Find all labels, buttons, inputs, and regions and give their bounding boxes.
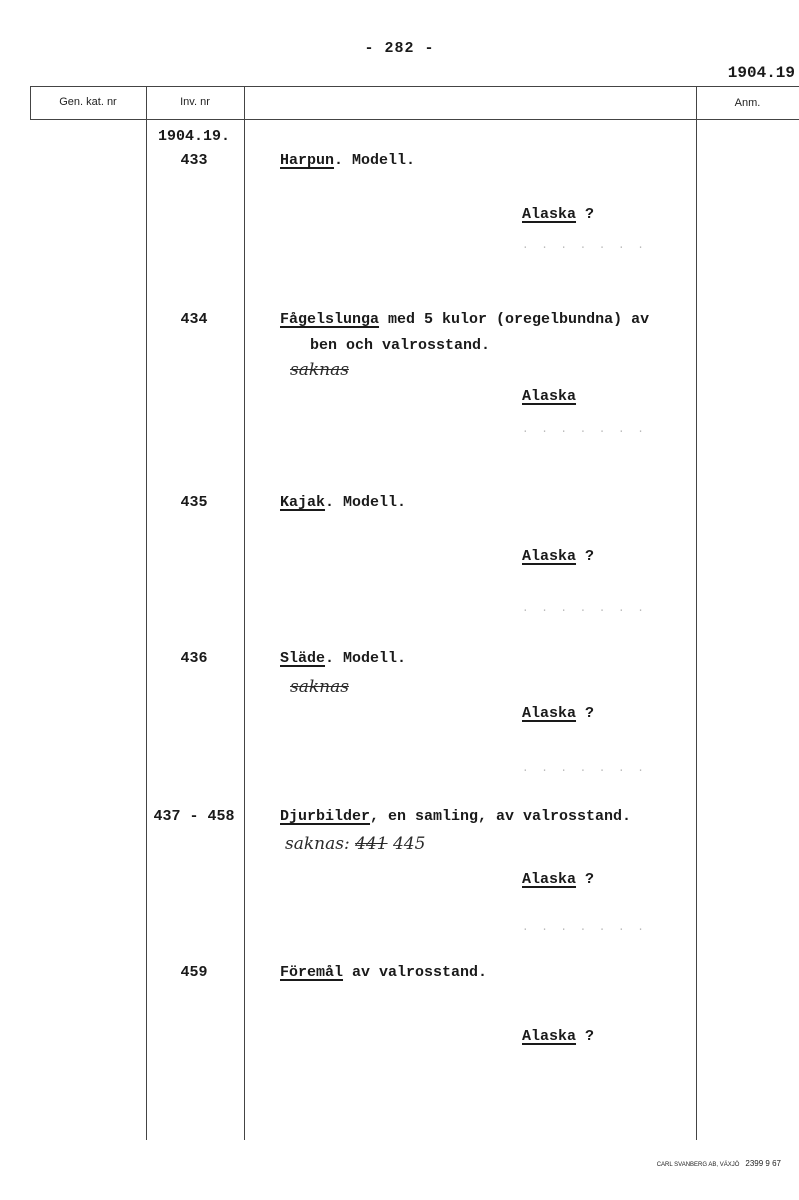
inv-number: 459 <box>180 964 208 981</box>
object-term: Föremål <box>280 964 344 981</box>
struck-note-text: saknas <box>290 360 349 380</box>
series-label: 1904.19. <box>158 128 231 145</box>
scan-speckle: . . . . . . . <box>522 603 647 615</box>
struck-note-text: saknas <box>290 677 349 697</box>
query-mark: ? <box>585 548 595 565</box>
column-divider-inv <box>244 86 245 1140</box>
object-term: Släde <box>280 650 326 667</box>
region-label: Alaska <box>522 1028 577 1045</box>
entry-description <box>280 808 631 825</box>
inv-number: 436 <box>180 650 208 667</box>
scan-speckle: . . . . . . . <box>522 424 647 436</box>
description-text: av valrosstand. <box>343 964 488 981</box>
handwritten-note <box>290 360 349 380</box>
page-number: - 282 - <box>364 40 435 57</box>
provenance <box>522 388 576 405</box>
object-term: Kajak <box>280 494 326 511</box>
inv-number: 437 - 458 <box>153 808 235 825</box>
query-mark: ? <box>585 705 595 722</box>
region-label: Alaska <box>522 548 577 565</box>
query-mark: ? <box>585 871 595 888</box>
scan-speckle: . . . . . . . <box>522 763 647 775</box>
note-prefix: saknas: <box>285 834 350 854</box>
object-term: Djurbilder <box>280 808 371 825</box>
column-header-gen-kat-nr: Gen. kat. nr <box>59 96 117 108</box>
entry-description <box>280 964 487 981</box>
column-header-anm: Anm. <box>734 97 761 109</box>
note-suffix: 445 <box>387 834 426 854</box>
region-label: Alaska <box>522 388 577 405</box>
entry-description <box>280 650 406 667</box>
column-divider-anm <box>696 86 697 1140</box>
description-continuation: ben och valrosstand. <box>310 337 491 354</box>
printer-imprint <box>657 1159 781 1168</box>
description-text: . Modell. <box>334 152 416 169</box>
scan-speckle: . . . . . . . <box>522 922 647 934</box>
inv-number: 435 <box>180 494 208 511</box>
entry-description <box>280 152 415 169</box>
region-label: Alaska <box>522 705 577 722</box>
provenance <box>522 871 594 888</box>
printer-name: CARL SVANBERG AB, VÄXJÖ <box>656 1162 740 1168</box>
description-text: . Modell. <box>325 650 407 667</box>
provenance <box>522 548 594 565</box>
entry-description <box>280 311 649 328</box>
form-code: 2399 9 67 <box>745 1159 781 1168</box>
handwritten-note <box>290 677 349 697</box>
column-header-inv-nr: Inv. nr <box>180 96 210 108</box>
object-term: Harpun <box>280 152 335 169</box>
provenance <box>522 206 594 223</box>
query-mark: ? <box>585 206 595 223</box>
provenance <box>522 1028 594 1045</box>
description-text: med 5 kulor (oregelbundna) av <box>379 311 650 328</box>
provenance <box>522 705 594 722</box>
object-term: Fågelslunga <box>280 311 380 328</box>
region-label: Alaska <box>522 206 577 223</box>
column-divider-gen <box>146 86 147 1140</box>
series-year: 1904.19 <box>727 64 795 82</box>
scan-speckle: . . . . . . . <box>522 240 647 252</box>
inv-number: 434 <box>180 311 208 328</box>
query-mark: ? <box>585 1028 595 1045</box>
description-text: . Modell. <box>325 494 407 511</box>
inv-number: 433 <box>180 152 208 169</box>
handwritten-note <box>285 834 425 854</box>
struck-note-text: 441 <box>355 834 388 854</box>
entry-description <box>280 494 406 511</box>
region-label: Alaska <box>522 871 577 888</box>
description-text: , en samling, av valrosstand. <box>370 808 632 825</box>
